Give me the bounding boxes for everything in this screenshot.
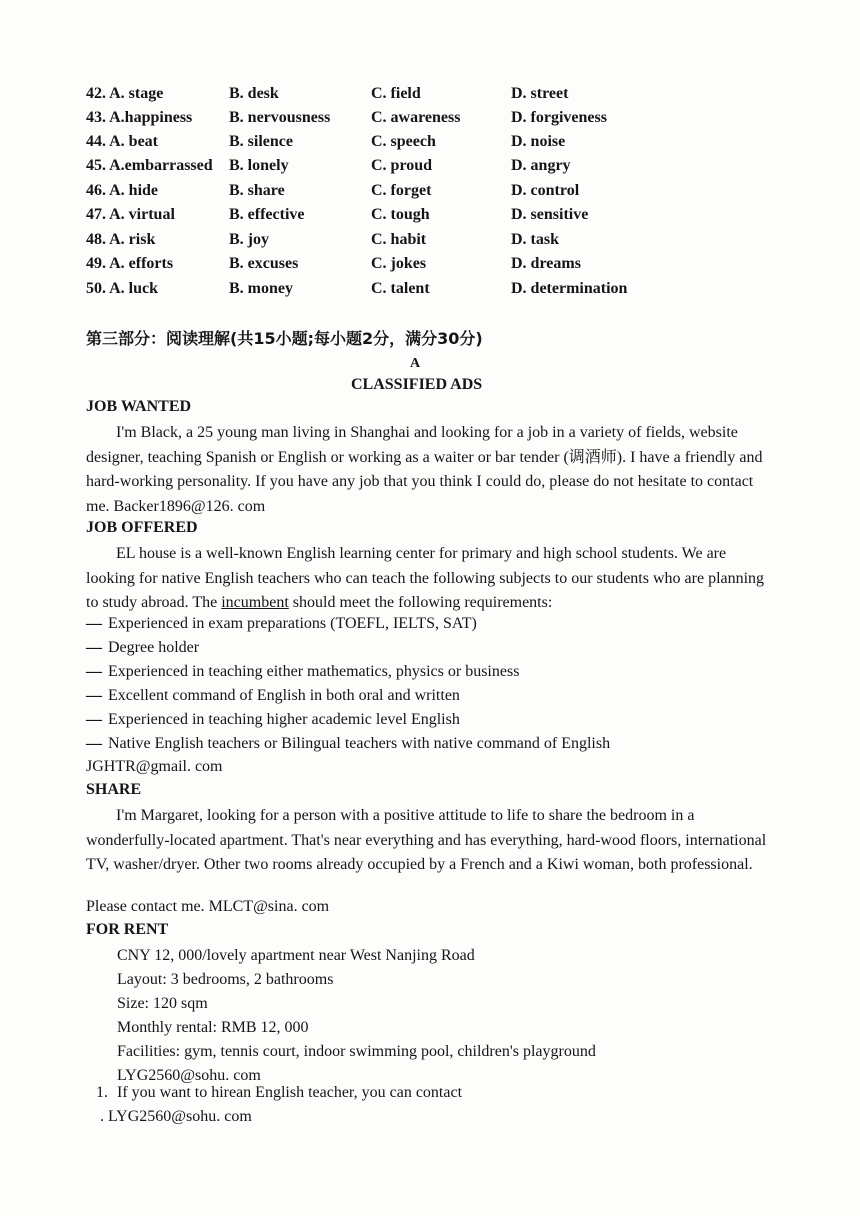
- option-a: 45. A.embarrassed: [86, 157, 213, 174]
- rent-line: Layout: 3 bedrooms, 2 bathrooms: [117, 971, 334, 988]
- option-c: C. jokes: [371, 255, 427, 272]
- option-d: D. noise: [511, 133, 566, 150]
- option-b: B. money: [229, 280, 293, 297]
- list-item: [86, 708, 610, 732]
- share-text: I'm Margaret, looking for a person with a positive attitude to life to share the bedroom in a wonderfully-located apartment. That's near everything and has everything, hard-wood floors, international TV, washer/dryer. Other two rooms already occupied by a French and a Kiwi woman, both professional.: [86, 807, 767, 873]
- requirement-text: Experienced in exam preparations (TOEFL, IELTS, SAT): [108, 615, 477, 632]
- passage-label: A: [410, 356, 421, 371]
- share-contact: Please contact me. MLCT@sina. com: [86, 898, 330, 915]
- list-item: [86, 636, 610, 660]
- for-rent-heading: FOR RENT: [86, 921, 169, 938]
- option-b: B. lonely: [229, 157, 289, 174]
- passage-title: CLASSIFIED ADS: [351, 376, 483, 393]
- option-b: B. desk: [229, 85, 279, 102]
- incumbent-word: incumbent: [221, 594, 289, 611]
- dash-bullet: —: [86, 735, 102, 752]
- requirement-text: Excellent command of English in both oral and written: [108, 687, 460, 704]
- option-c: C. habit: [371, 231, 427, 248]
- job-offered-heading: JOB OFFERED: [86, 519, 198, 536]
- dash-bullet: —: [86, 711, 102, 728]
- option-a: 43. A.happiness: [86, 109, 193, 126]
- job-offered-contact: JGHTR@gmail. com: [86, 758, 223, 775]
- job-wanted-heading: JOB WANTED: [86, 398, 192, 415]
- dash-bullet: —: [86, 639, 102, 656]
- list-item: [86, 612, 610, 636]
- question-stem: If you want to hirean English teacher, you can contact: [117, 1084, 463, 1101]
- option-d: D. sensitive: [511, 206, 589, 223]
- for-rent-details: [117, 944, 596, 1088]
- dash-bullet: —: [86, 687, 102, 704]
- rent-line: Size: 120 sqm: [117, 995, 208, 1012]
- option-b: B. joy: [229, 231, 269, 248]
- option-a: 50. A. luck: [86, 280, 159, 297]
- requirement-text: Experienced in teaching either mathematics, physics or business: [108, 663, 520, 680]
- share-paragraph: [86, 804, 776, 878]
- requirement-text: Degree holder: [108, 639, 200, 656]
- option-c: C. speech: [371, 133, 436, 150]
- list-item: [86, 684, 610, 708]
- option-d: D. task: [511, 231, 560, 248]
- option-b: B. nervousness: [229, 109, 331, 126]
- option-b: B. silence: [229, 133, 293, 150]
- option-b: B. excuses: [229, 255, 299, 272]
- option-a: 42. A. stage: [86, 85, 164, 102]
- list-item: [86, 732, 610, 756]
- job-wanted-paragraph: [86, 421, 776, 519]
- option-a: 48. A. risk: [86, 231, 156, 248]
- option-d: D. dreams: [511, 255, 581, 272]
- option-d: D. angry: [511, 157, 571, 174]
- option-a: 47. A. virtual: [86, 206, 175, 223]
- option-c: C. field: [371, 85, 421, 102]
- question-number: 1.: [96, 1084, 108, 1101]
- option-d: D. street: [511, 85, 569, 102]
- share-heading: SHARE: [86, 781, 142, 798]
- job-wanted-text: I'm Black, a 25 young man living in Shanghai and looking for a job in a variety of fields, website designer, teaching Spanish or English or working as a waiter or bar tender (调酒师). I have a friendly and hard-working personality. If you have any job that you think I could do, please do not hesitate to contact me. Backer1896@126. com: [86, 424, 763, 515]
- option-d: D. determination: [511, 280, 628, 297]
- rent-line: Monthly rental: RMB 12, 000: [117, 1019, 309, 1036]
- option-c: C. talent: [371, 280, 430, 297]
- requirement-text: Experienced in teaching higher academic level English: [108, 711, 460, 728]
- rent-line: Facilities: gym, tennis court, indoor swimming pool, children's playground: [117, 1043, 596, 1060]
- rent-line: CNY 12, 000/lovely apartment near West Nanjing Road: [117, 947, 475, 964]
- option-c: C. proud: [371, 157, 433, 174]
- option-a: 46. A. hide: [86, 182, 159, 199]
- option-d: D. control: [511, 182, 580, 199]
- job-offered-intro-b: should meet the following requirements:: [288, 594, 553, 611]
- section-header: 第三部分：阅读理解(共15小题;每小题2分，满分30分): [86, 329, 483, 348]
- question-option: . LYG2560@sohu. com: [100, 1108, 252, 1125]
- rent-line: LYG2560@sohu. com: [117, 1067, 261, 1084]
- job-offered-intro-a: EL house is a well-known English learning center for primary and high school students. We are looking for native English teachers who can teach the following subjects to our students who are planning to study abroad. The: [86, 545, 765, 611]
- requirement-text: Native English teachers or Bilingual teachers with native command of English: [108, 735, 611, 752]
- option-c: C. tough: [371, 206, 430, 223]
- option-c: C. awareness: [371, 109, 461, 126]
- option-b: B. share: [229, 182, 285, 199]
- option-b: B. effective: [229, 206, 305, 223]
- job-offered-paragraph: [86, 542, 776, 616]
- option-a: 49. A. efforts: [86, 255, 174, 272]
- option-d: D. forgiveness: [511, 109, 607, 126]
- list-item: [86, 660, 610, 684]
- option-c: C. forget: [371, 182, 432, 199]
- requirements-list: [86, 612, 610, 756]
- dash-bullet: —: [86, 663, 102, 680]
- option-a: 44. A. beat: [86, 133, 158, 150]
- dash-bullet: —: [86, 615, 102, 632]
